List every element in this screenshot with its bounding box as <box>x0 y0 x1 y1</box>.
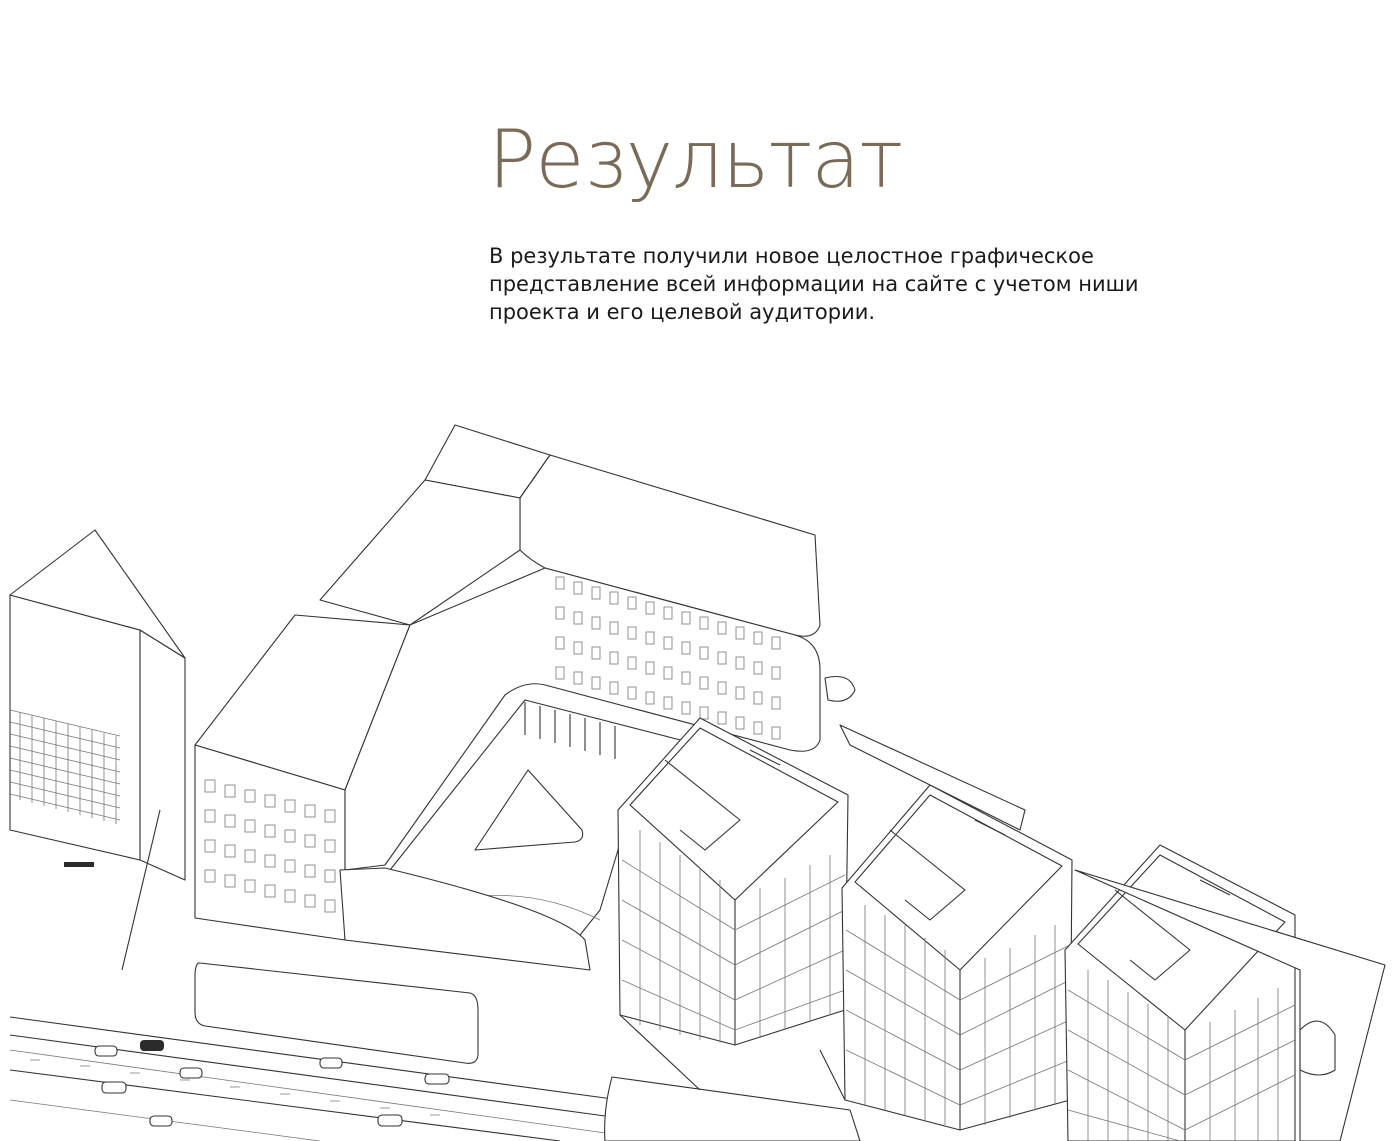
section-title: Результат <box>488 113 903 206</box>
axonometric-residential-complex-drawing-icon <box>0 410 1400 1141</box>
tower-3 <box>1065 845 1295 1141</box>
section-description: В результате получили новое целостное графическое представление всей информации на сайте с учетом ниши проекта и его целевой аудитории. <box>489 244 1139 324</box>
tower-2 <box>842 785 1072 1130</box>
office-building-left <box>10 530 185 970</box>
residential-complex-illustration <box>0 410 1400 1141</box>
